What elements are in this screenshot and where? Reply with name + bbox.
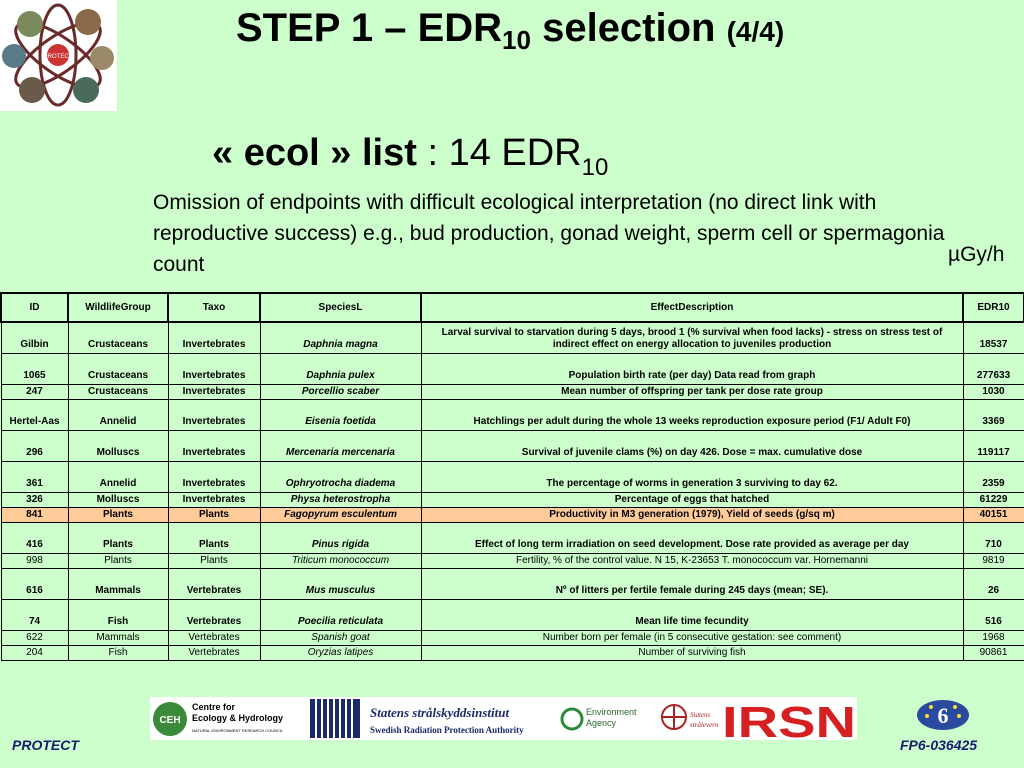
- cell-taxo: Plants: [168, 508, 260, 523]
- cell-effect: The percentage of worms in generation 3 surviving to day 62.: [421, 462, 963, 493]
- cell-taxo: Invertebrates: [168, 431, 260, 462]
- fp6-logo-icon: [915, 698, 971, 732]
- cell-id: 622: [1, 631, 68, 646]
- cell-species: Porcellio scaber: [260, 385, 421, 400]
- cell-species: Mus musculus: [260, 569, 421, 600]
- cell-id: Hertel-Aas: [1, 400, 68, 431]
- cell-group: Plants: [68, 523, 168, 554]
- cell-effect: Number born per female (in 5 consecutive gestation: see comment): [421, 631, 963, 646]
- cell-edr: 90861: [963, 646, 1024, 661]
- subtitle-subscript: 10: [581, 154, 609, 181]
- cell-group: Fish: [68, 600, 168, 631]
- cell-effect: Fertility, % of the control value. N 15, K-23653 T. monococcum var. Hornemanni: [421, 554, 963, 569]
- cell-taxo: Plants: [168, 554, 260, 569]
- column-header-wildlife-group: WildlifeGroup: [68, 293, 168, 322]
- cell-group: Annelid: [68, 400, 168, 431]
- cell-species: Oryzias latipes: [260, 646, 421, 661]
- cell-taxo: Invertebrates: [168, 462, 260, 493]
- cell-taxo: Vertebrates: [168, 631, 260, 646]
- edr-table: [0, 292, 1024, 661]
- cell-edr: 3369: [963, 400, 1024, 431]
- title-subscript: 10: [502, 25, 531, 55]
- unit-label: µGy/h: [948, 243, 1005, 266]
- cell-species: Poecilia reticulata: [260, 600, 421, 631]
- cell-id: 247: [1, 385, 68, 400]
- cell-id: 296: [1, 431, 68, 462]
- cell-id: 998: [1, 554, 68, 569]
- cell-edr: 9819: [963, 554, 1024, 569]
- eu-fp6-logo: [915, 698, 971, 737]
- cell-edr: 26: [963, 569, 1024, 600]
- cell-id: 74: [1, 600, 68, 631]
- column-header-effect-description: EffectDescription: [421, 293, 963, 322]
- cell-taxo: Vertebrates: [168, 600, 260, 631]
- protect-project-logo: [0, 0, 117, 111]
- svg-text:6: 6: [937, 703, 949, 728]
- cell-group: Plants: [68, 554, 168, 569]
- list-subtitle: [212, 128, 608, 193]
- table-row: [1, 431, 1024, 462]
- subtitle-rest: : 14 EDR: [416, 132, 582, 174]
- cell-taxo: Invertebrates: [168, 322, 260, 354]
- page-title: [236, 4, 936, 64]
- table-row: [1, 554, 1024, 569]
- cell-effect: Effect of long term irradiation on seed development. Dose rate provided as average per day: [421, 523, 963, 554]
- cell-edr: 61229: [963, 493, 1024, 508]
- cell-species: Fagopyrum esculentum: [260, 508, 421, 523]
- cell-effect: Mean life time fecundity: [421, 600, 963, 631]
- subtitle-bold: « ecol » list: [212, 132, 417, 174]
- table-row: [1, 523, 1024, 554]
- cell-effect: Survival of juvenile clams (%) on day 426. Dose = max. cumulative dose: [421, 431, 963, 462]
- cell-effect: Productivity in M3 generation (1979), Yield of seeds (g/sq m): [421, 508, 963, 523]
- cell-taxo: Plants: [168, 523, 260, 554]
- cell-id: 616: [1, 569, 68, 600]
- cell-group: Crustaceans: [68, 385, 168, 400]
- table-header-row: [1, 293, 1024, 322]
- cell-effect: Larval survival to starvation during 5 days, brood 1 (% survival when food lacks) - stress on stress test of indirect effect on energy allocation to juveniles production: [421, 322, 963, 354]
- cell-id: 1065: [1, 354, 68, 385]
- table-row: [1, 493, 1024, 508]
- description-text: Omission of endpoints with difficult ecological interpretation (no direct link with reproductive success) e.g., bud production, gonad weight, sperm cell or spermagonia count: [153, 191, 945, 276]
- cell-edr: 119117: [963, 431, 1024, 462]
- cell-group: Crustaceans: [68, 354, 168, 385]
- partner-logos: [150, 697, 857, 740]
- column-header-taxo: Taxo: [168, 293, 260, 322]
- title-paren: (4/4): [726, 16, 785, 47]
- cell-taxo: Invertebrates: [168, 400, 260, 431]
- cell-effect: Nº of litters per fertile female during 245 days (mean; SE).: [421, 569, 963, 600]
- cell-species: Daphnia pulex: [260, 354, 421, 385]
- cell-edr: 40151: [963, 508, 1024, 523]
- cell-group: Fish: [68, 646, 168, 661]
- cell-species: Triticum monococcum: [260, 554, 421, 569]
- table-row: [1, 462, 1024, 493]
- column-header-species: SpeciesL: [260, 293, 421, 322]
- table-row: [1, 631, 1024, 646]
- cell-group: Molluscs: [68, 431, 168, 462]
- cell-effect: Hatchlings per adult during the whole 13 weeks reproduction exposure period (F1/ Adult F0): [421, 400, 963, 431]
- cell-edr: 1030: [963, 385, 1024, 400]
- title-after: selection: [530, 6, 727, 50]
- table-row: [1, 354, 1024, 385]
- cell-id: 841: [1, 508, 68, 523]
- table-row-highlighted: [1, 508, 1024, 523]
- cell-effect: Mean number of offspring per tank per dose rate group: [421, 385, 963, 400]
- cell-id: Gilbin: [1, 322, 68, 354]
- cell-group: Molluscs: [68, 493, 168, 508]
- irsn-text: IRSN: [722, 698, 856, 740]
- cell-effect: Number of surviving fish: [421, 646, 963, 661]
- cell-species: Ophryotrocha diadema: [260, 462, 421, 493]
- title-main: STEP 1 – EDR: [236, 6, 503, 50]
- cell-edr: 1968: [963, 631, 1024, 646]
- cell-species: Daphnia magna: [260, 322, 421, 354]
- cell-id: 204: [1, 646, 68, 661]
- cell-id: 416: [1, 523, 68, 554]
- column-header-edr10: EDR10: [963, 293, 1024, 322]
- cell-taxo: Invertebrates: [168, 493, 260, 508]
- column-header-id: ID: [1, 293, 68, 322]
- cell-edr: 2359: [963, 462, 1024, 493]
- table-row: [1, 569, 1024, 600]
- cell-edr: 277633: [963, 354, 1024, 385]
- table-row: [1, 600, 1024, 631]
- protect-badge-text: PROTECT: [43, 54, 73, 60]
- cell-id: 326: [1, 493, 68, 508]
- cell-edr: 516: [963, 600, 1024, 631]
- ceh-line2: Ecology & Hydrology: [192, 713, 284, 723]
- cell-group: Annelid: [68, 462, 168, 493]
- atom-logo-icon: [0, 0, 117, 111]
- cell-species: Eisenia foetida: [260, 400, 421, 431]
- ceh-line3: NATURAL ENVIRONMENT RESEARCH COUNCIL: [192, 728, 284, 733]
- cell-edr: 18537: [963, 322, 1024, 354]
- cell-species: Spanish goat: [260, 631, 421, 646]
- ssi-line1: Statens strålskyddsinstitut: [370, 705, 510, 720]
- ea-line2: Agency: [586, 718, 617, 728]
- ceh-line1: Centre for: [192, 702, 236, 712]
- ceh-badge-text: CEH: [159, 715, 181, 726]
- cell-effect: Population birth rate (per day) Data read from graph: [421, 354, 963, 385]
- cell-taxo: Vertebrates: [168, 646, 260, 661]
- cell-taxo: Invertebrates: [168, 385, 260, 400]
- cell-group: Crustaceans: [68, 322, 168, 354]
- cell-species: Pinus rigida: [260, 523, 421, 554]
- cell-taxo: Invertebrates: [168, 354, 260, 385]
- footer-project-name: PROTECT: [12, 737, 79, 753]
- cell-effect: Percentage of eggs that hatched: [421, 493, 963, 508]
- table-row: [1, 400, 1024, 431]
- nrpa-line1: Statens: [690, 711, 711, 719]
- nrpa-line2: strålevern: [690, 721, 719, 729]
- cell-id: 361: [1, 462, 68, 493]
- footer-contract-number: FP6-036425: [900, 737, 978, 753]
- partner-logos-icon: [150, 697, 857, 740]
- ssi-line2: Swedish Radiation Protection Authority: [370, 725, 524, 735]
- cell-taxo: Vertebrates: [168, 569, 260, 600]
- cell-group: Mammals: [68, 631, 168, 646]
- cell-group: Plants: [68, 508, 168, 523]
- cell-species: Mercenaria mercenaria: [260, 431, 421, 462]
- cell-edr: 710: [963, 523, 1024, 554]
- ea-line1: Environment: [586, 707, 637, 717]
- table-row: [1, 646, 1024, 661]
- table-row: [1, 322, 1024, 354]
- table-row: [1, 385, 1024, 400]
- cell-species: Physa heterostropha: [260, 493, 421, 508]
- cell-group: Mammals: [68, 569, 168, 600]
